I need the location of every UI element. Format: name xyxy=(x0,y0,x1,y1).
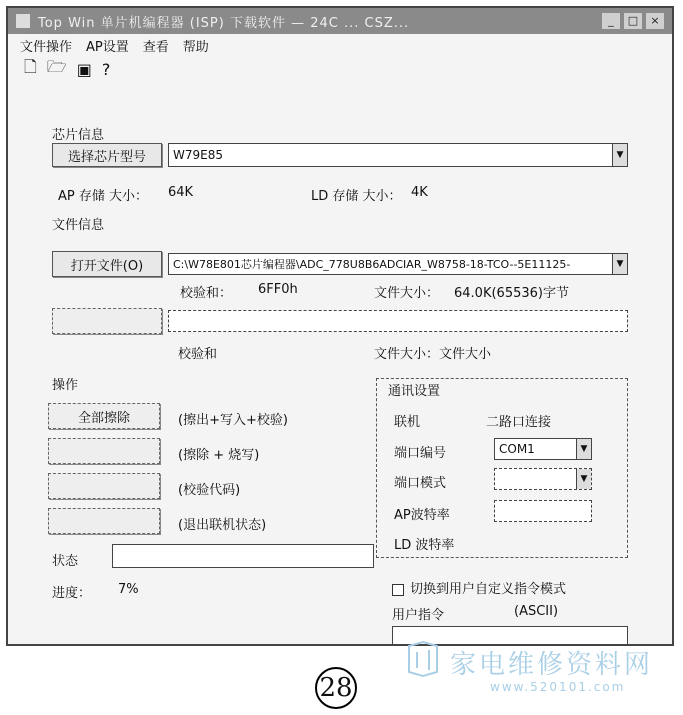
chevron-down-icon[interactable]: ▼ xyxy=(612,144,627,166)
file-path-select[interactable] xyxy=(168,253,628,275)
watermark-text: 家电维修资料网 xyxy=(450,650,654,680)
checksum-label-2: 校验和 xyxy=(178,347,218,362)
port-mode-select[interactable] xyxy=(494,468,592,490)
app-icon xyxy=(16,14,30,28)
menu-bar xyxy=(8,34,672,56)
figure-number-badge xyxy=(315,667,357,709)
verify-button[interactable] xyxy=(48,473,160,499)
status-field xyxy=(112,544,374,568)
chevron-down-icon[interactable]: ▼ xyxy=(612,254,627,274)
file-size-label: 文件大小： xyxy=(374,286,440,301)
op-desc-2: (擦除 + 烧写) xyxy=(178,448,260,463)
minimize-button[interactable]: _ xyxy=(602,13,620,29)
link-value: 二路口连接 xyxy=(486,415,552,430)
main-window xyxy=(6,6,674,646)
op-desc-1: (擦出+写入+校验) xyxy=(178,413,288,428)
port-label: 端口编号 xyxy=(394,446,447,461)
custom-mode-checkbox[interactable] xyxy=(392,584,404,596)
file-info-label: 文件信息 xyxy=(52,218,105,233)
comm-settings-label: 通讯设置 xyxy=(388,384,441,399)
checksum-label: 校验和： xyxy=(180,286,233,301)
toolbar xyxy=(8,56,672,82)
ap-baud-label: AP波特率 xyxy=(394,508,450,523)
blank-button-1[interactable] xyxy=(52,308,162,334)
operations-label: 操作 xyxy=(52,378,79,393)
chip-model-select[interactable] xyxy=(168,143,628,167)
menu-help[interactable]: 帮助 xyxy=(182,39,209,55)
close-button[interactable]: × xyxy=(646,13,664,29)
custom-mode-label: 切换到用户自定义指令模式 xyxy=(410,582,567,597)
chevron-down-icon[interactable]: ▼ xyxy=(576,439,591,459)
secondary-file-field[interactable] xyxy=(168,310,628,332)
program-button[interactable] xyxy=(48,438,160,464)
status-label: 状态 xyxy=(52,554,79,569)
op-desc-3: (校验代码) xyxy=(178,483,241,498)
file-size-value: 64.0K(65536)字节 xyxy=(454,286,569,301)
open-file-button[interactable]: 打开文件(O) xyxy=(52,251,162,277)
menu-view[interactable]: 查看 xyxy=(142,39,169,55)
port-select[interactable] xyxy=(494,438,592,460)
watermark-logo-icon xyxy=(405,640,441,678)
ld-size-value: 4K xyxy=(411,185,428,200)
exit-online-button[interactable] xyxy=(48,508,160,534)
user-command-hint: (ASCII) xyxy=(514,604,559,619)
erase-all-button[interactable]: 全部擦除 xyxy=(48,403,160,429)
user-command-label: 用户指令 xyxy=(392,608,445,623)
maximize-button[interactable]: □ xyxy=(624,13,642,29)
custom-mode-row[interactable] xyxy=(392,578,566,597)
select-chip-button[interactable]: 选择芯片型号 xyxy=(52,143,162,167)
open-folder-icon[interactable]: 🗁 xyxy=(46,56,67,76)
ap-size-value: 64K xyxy=(168,185,194,200)
op-desc-4: (退出联机状态) xyxy=(178,518,267,533)
menu-ap-settings[interactable]: AP设置 xyxy=(86,39,129,55)
ld-size-label: LD 存储 大小： xyxy=(311,189,402,204)
port-mode-label: 端口模式 xyxy=(394,476,447,491)
chip-model-value: W79E85 xyxy=(173,148,223,162)
file-path-value: C:\W78E801芯片编程器\ADC_778U8B6ADCIAR_W8758-18-TCO--5E11125- xyxy=(173,258,571,271)
progress-label: 进度： xyxy=(52,586,92,601)
progress-value: 7% xyxy=(118,582,139,597)
ap-size-label: AP 存储 大小： xyxy=(58,189,148,204)
window-title: Top Win 单片机编程器 (ISP) 下载软件 — 24C ... CSZ... xyxy=(38,15,410,31)
title-bar xyxy=(8,8,672,34)
chip-info-label: 芯片信息 xyxy=(52,128,105,143)
port-value: COM1 xyxy=(499,442,535,456)
ap-baud-select[interactable] xyxy=(494,500,592,522)
save-disk-icon[interactable]: ▣ xyxy=(76,59,92,79)
ld-baud-label: LD 波特率 xyxy=(394,538,455,553)
new-file-icon[interactable]: 🗋 xyxy=(24,56,37,76)
link-label: 联机 xyxy=(394,415,421,430)
file-size-label-2: 文件大小：文件大小 xyxy=(374,347,492,362)
watermark-url: www.520101.com xyxy=(490,680,626,694)
help-icon[interactable]: ? xyxy=(101,59,111,79)
figure-number: 28 xyxy=(319,673,353,703)
chevron-down-icon[interactable]: ▼ xyxy=(576,469,591,489)
checksum-value: 6FF0h xyxy=(258,282,298,297)
menu-file[interactable]: 文件操作 xyxy=(20,39,73,55)
